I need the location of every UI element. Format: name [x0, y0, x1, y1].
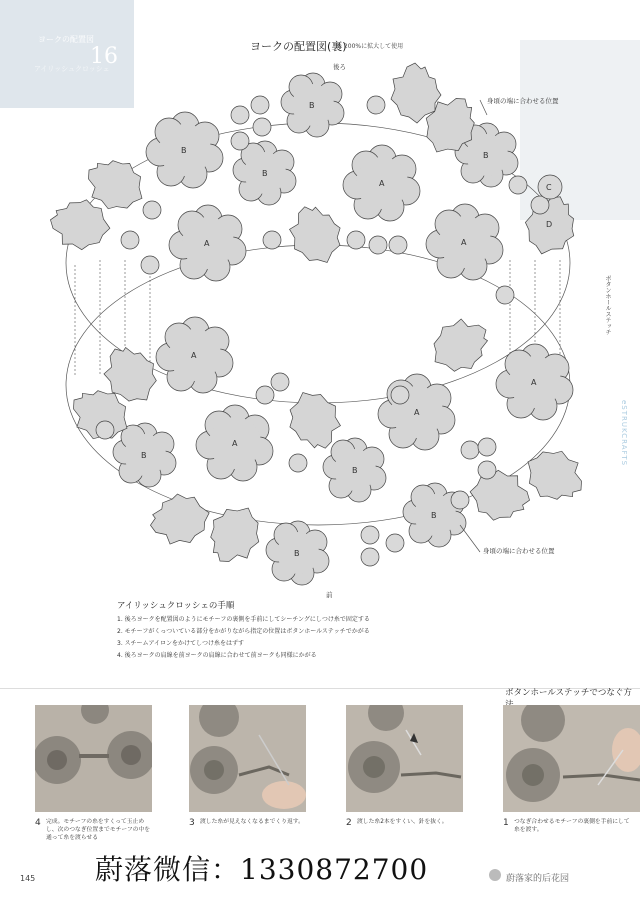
motif-label: A: [204, 239, 210, 248]
step-photo-1: [503, 705, 640, 812]
back-label: 後ろ: [333, 63, 346, 71]
caption-text: 渡した糸が見えなくなるまでくり返す。: [200, 819, 304, 825]
motif-label: C: [546, 183, 552, 192]
motif-label: A: [461, 238, 467, 247]
step-photo-3: [189, 705, 306, 812]
instruction-step: 4. 後ろヨークの肩線を前ヨークの肩線に合わせて前ヨークも同様にかがる: [117, 652, 317, 659]
title-note: ※ 200%に拡大して使用: [337, 43, 404, 50]
caption-text: 渡した糸2本をすくい、針を抜く。: [357, 819, 448, 825]
brand-name: 蔚落家的后花园: [506, 874, 570, 884]
caption-number: 1: [503, 818, 509, 828]
motif-label: B: [294, 549, 300, 558]
motif-label: A: [414, 408, 420, 417]
instructions-title: アイリッシュクロッシェの手順: [117, 601, 235, 611]
motif-label: A: [531, 378, 537, 387]
caption-number: 2: [346, 818, 352, 828]
edge-note-lower: 身頃の端に合わせる位置: [483, 547, 555, 555]
page-number: 145: [20, 874, 36, 883]
instruction-step: 1. 後ろヨークを配置図のようにモチーフの裏側を手前にしてシーチングにしつけ糸で固定する: [117, 616, 370, 623]
motif-label: A: [379, 179, 385, 188]
yoke-layout-diagram: [40, 55, 600, 600]
step-photo-2: [346, 705, 463, 812]
back-yoke-motifs: [46, 63, 584, 304]
chapter-tab-caption: ヨークの配置図: [38, 35, 94, 44]
front-label: 前: [326, 591, 333, 599]
motif-label: B: [262, 169, 268, 178]
step-photo-4: [35, 705, 152, 812]
motif-label: B: [431, 511, 437, 520]
buttonhole-side-label: ボタンホールステッチ: [604, 275, 611, 335]
motif-label: A: [191, 351, 197, 360]
caption-number: 4: [35, 818, 41, 828]
instruction-step: 3. スチームアイロンをかけてしつけ糸をはずす: [117, 640, 244, 647]
chapter-number: 16: [90, 44, 118, 69]
chapter-tab-subcaption: アイリッシュクロッシェ: [34, 65, 110, 73]
page-title: ヨークの配置図(裏): [250, 40, 347, 53]
motif-label: B: [141, 451, 147, 460]
motif-label: B: [181, 146, 187, 155]
caption-number: 3: [189, 818, 195, 828]
wechat-icon: [489, 869, 501, 881]
caption-text: つなぎ合わせるモチーフの裏側を手前にして糸を渡す。: [514, 819, 630, 833]
wechat-contact: 蔚落微信：1330872700: [95, 853, 429, 886]
instruction-step: 2. モチーフがくっついている部分をかがりながら指定の位置はボタンホールステッチでかがる: [117, 628, 370, 635]
motif-label: B: [309, 101, 315, 110]
motif-label: D: [546, 220, 553, 229]
buttonhole-section-title: ボタンホールステッチでつなぐ方: [505, 688, 632, 698]
motif-label: B: [483, 151, 489, 160]
caption-text: 完成。モチーフの糸をすくって玉止めし、次のつなぎ位置までモチーフの中を通って糸を渡らせる: [46, 819, 151, 841]
edge-note-upper: 身頃の端に合わせる位置: [487, 97, 559, 105]
motif-label: A: [232, 439, 238, 448]
motif-label: B: [352, 466, 358, 475]
watermark-side: eSTRUKCRAFTS: [620, 400, 628, 467]
front-yoke-motifs: [62, 309, 593, 585]
